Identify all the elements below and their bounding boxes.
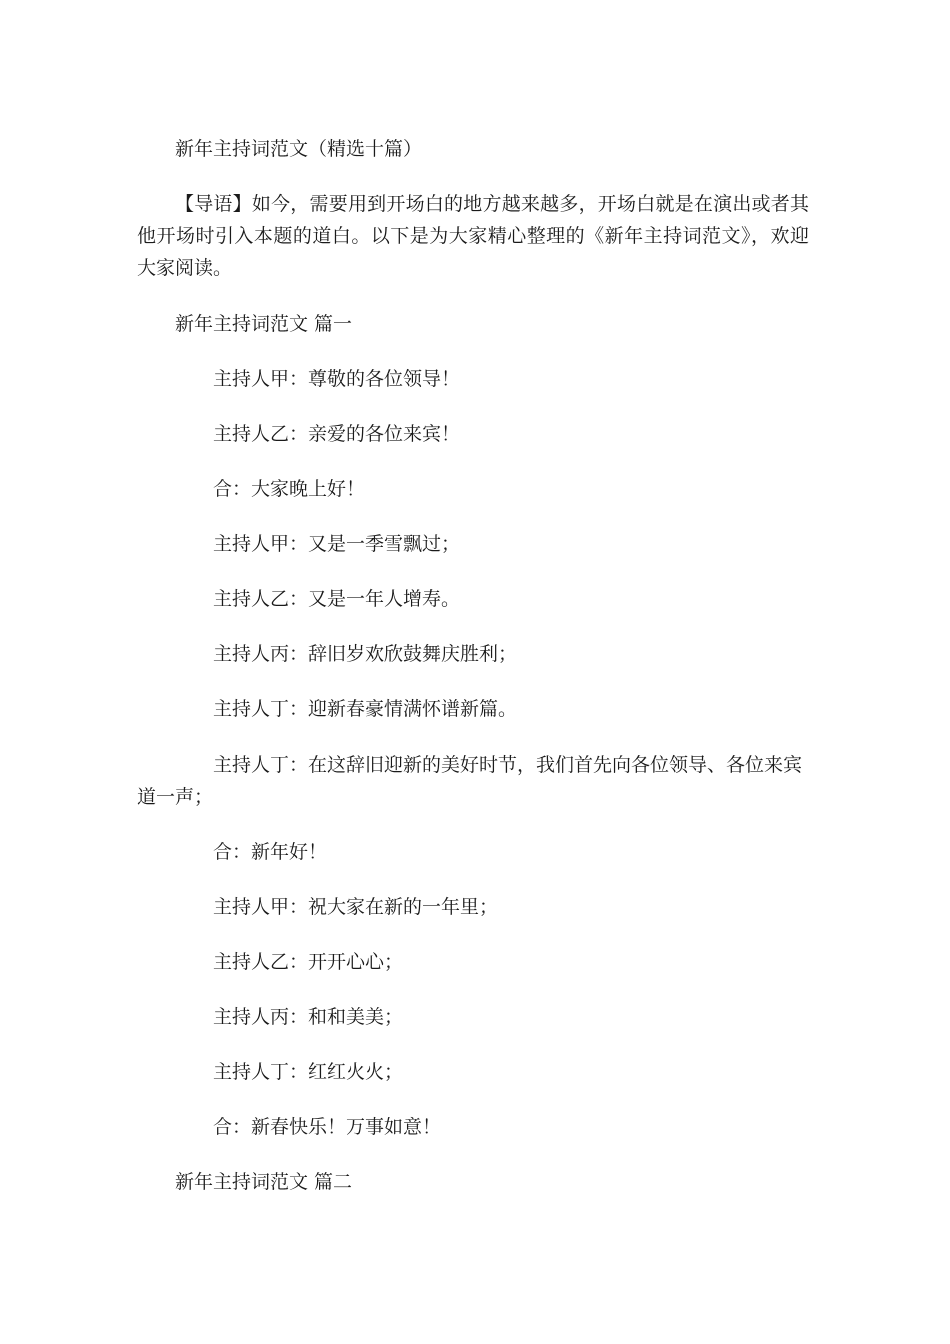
dialog-line: 合：新年好！ (213, 841, 328, 863)
section-heading-1: 新年主持词范文 篇一 (175, 313, 353, 335)
dialog-line: 主持人甲：祝大家在新的一年里； (213, 896, 499, 918)
dialog-line: 主持人丁：迎新春豪情满怀谱新篇。 (213, 698, 518, 720)
dialog-line: 主持人甲：又是一季雪飘过； (213, 533, 461, 555)
dialog-line: 主持人丙：辞旧岁欢欣鼓舞庆胜利； (213, 643, 518, 665)
dialog-line: 合：新春快乐！万事如意！ (213, 1116, 442, 1138)
dialog-line: 主持人丙：和和美美； (213, 1006, 404, 1028)
intro-paragraph: 【导语】如今，需要用到开场白的地方越来越多，开场白就是在演出或者其他开场时引入本题的道白。以下是为大家精心整理的《新年主持词范文》，欢迎大家阅读。 (137, 193, 809, 279)
dialog-line-wrapped: 主持人丁：在这辞旧迎新的美好时节，我们首先向各位领导、各位来宾道一声； (137, 754, 803, 808)
document-title: 新年主持词范文（精选十篇） (175, 138, 423, 160)
dialog-line: 合：大家晚上好！ (213, 478, 366, 500)
dialog-line: 主持人乙：又是一年人增寿。 (213, 588, 461, 610)
section-heading-2: 新年主持词范文 篇二 (175, 1171, 353, 1193)
dialog-line: 主持人丁：红红火火； (213, 1061, 404, 1083)
dialog-line: 主持人甲：尊敬的各位领导！ (213, 368, 461, 390)
dialog-line: 主持人乙：开开心心； (213, 951, 404, 973)
dialog-line: 主持人乙：亲爱的各位来宾！ (213, 423, 461, 445)
